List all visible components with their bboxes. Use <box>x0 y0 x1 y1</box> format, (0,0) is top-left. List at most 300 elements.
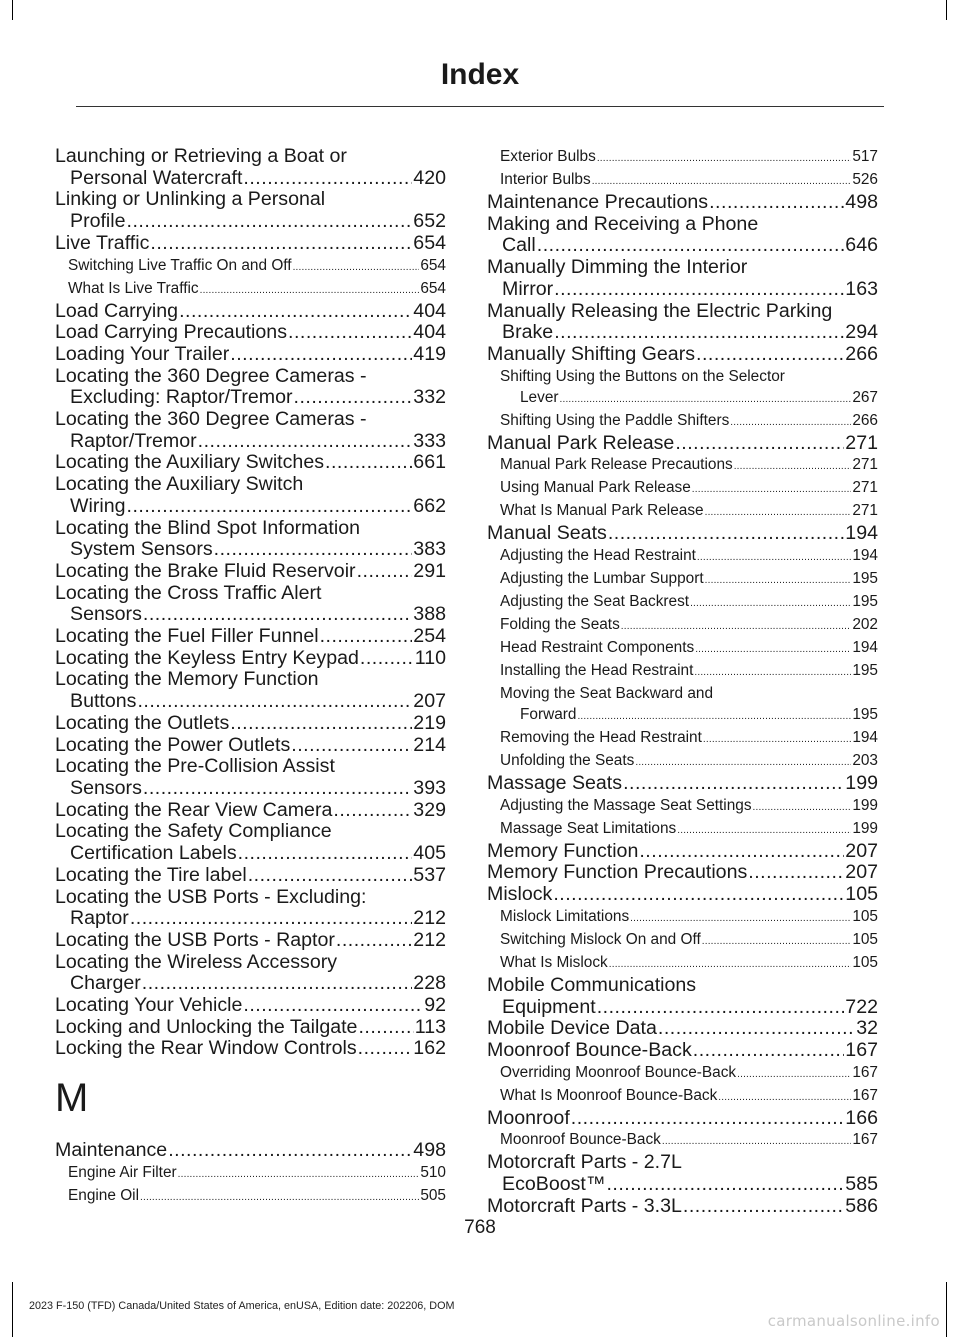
entry-text: Switching Mislock On and Off <box>500 930 701 948</box>
dot-leader <box>127 211 413 233</box>
entry-text: Equipment <box>502 995 596 1018</box>
dot-leader <box>597 997 845 1019</box>
entry-text: Shifting Using the Paddle Shifters <box>500 411 730 429</box>
entry-text: What Is Mislock <box>500 953 608 971</box>
entry-text: Moonroof Bounce-Back <box>500 1131 661 1149</box>
entry-text: Mirror <box>502 277 554 300</box>
index-subentry[interactable] <box>487 906 878 929</box>
page-ref: 195 <box>852 593 878 611</box>
page-ref: 163 <box>845 277 878 300</box>
dot-leader <box>621 616 852 637</box>
entry-text: Memory Function Precautions <box>487 861 748 884</box>
index-entry[interactable] <box>55 561 446 583</box>
entry-text: Motorcraft Parts - 2.7L <box>487 1151 682 1174</box>
dot-leader <box>639 841 844 863</box>
entry-text: Locating the Auxiliary Switch <box>55 473 304 496</box>
dot-leader <box>325 452 412 474</box>
entry-text: Mislock Limitations <box>500 907 630 925</box>
entry-text: Installing the Head Restraint <box>500 662 694 680</box>
index-subentry[interactable] <box>487 929 878 952</box>
page-ref: 388 <box>413 603 446 626</box>
index-entry[interactable] <box>55 301 446 323</box>
crop-mark-bottom-left-v <box>12 1282 13 1337</box>
dot-leader <box>178 1164 420 1185</box>
entry-text: Locating the Outlets <box>55 711 230 734</box>
entry-text: Locating the Auxiliary Switches <box>55 451 325 474</box>
index-entry[interactable] <box>55 344 446 366</box>
page-ref: 294 <box>845 321 878 344</box>
entry-text: Locating the USB Ports - Excluding: <box>55 885 367 908</box>
page-ref: 661 <box>413 451 446 474</box>
entry-text: Raptor/Tremor <box>70 429 197 452</box>
dot-leader <box>142 973 413 995</box>
dot-leader <box>127 496 413 518</box>
dot-leader <box>703 729 851 750</box>
entry-text: Adjusting the Head Restraint <box>500 547 696 565</box>
page-number: 768 <box>464 1217 496 1238</box>
entry-text: Making and Receiving a Phone <box>487 212 759 235</box>
entry-text: Sensors <box>70 776 142 799</box>
dot-leader <box>360 648 414 670</box>
dot-leader <box>692 479 852 500</box>
index-subentry[interactable] <box>487 568 878 591</box>
index-entry[interactable] <box>55 821 446 864</box>
index-entry[interactable] <box>55 713 446 735</box>
page-ref: 167 <box>852 1131 878 1149</box>
dot-leader <box>702 931 852 952</box>
page-ref: 654 <box>420 279 446 297</box>
entry-text: System Sensors <box>70 538 213 561</box>
entry-text: Locating the Power Outlets <box>55 733 291 756</box>
entry-text: Mislock <box>487 883 553 906</box>
page-ref: 207 <box>845 861 878 884</box>
entry-text: Removing the Head Restraint <box>500 729 702 747</box>
dot-leader <box>690 593 851 614</box>
dot-leader <box>730 412 851 433</box>
index-entry[interactable] <box>55 648 446 670</box>
index-entry[interactable] <box>487 192 878 214</box>
index-entry[interactable] <box>487 1108 878 1130</box>
entry-text: Locking the Rear Window Controls <box>55 1037 357 1060</box>
index-entry[interactable] <box>55 146 446 189</box>
entry-text: Moving the Seat Backward and <box>500 685 714 703</box>
index-entry[interactable] <box>55 409 446 452</box>
page-ref: 207 <box>845 839 878 862</box>
page-ref: 32 <box>856 1017 878 1040</box>
page-ref: 266 <box>852 411 878 429</box>
entry-text: Locating the Tire label <box>55 863 247 886</box>
dot-leader <box>658 1018 855 1040</box>
dot-leader <box>753 797 852 818</box>
dot-leader <box>606 1174 844 1196</box>
page-ref: 92 <box>424 994 446 1017</box>
entry-text: Memory Function <box>487 839 639 862</box>
watermark: carmanualsonline.info <box>767 1312 940 1330</box>
entry-text: Switching Live Traffic On and Off <box>68 256 292 274</box>
index-entry[interactable] <box>55 669 446 712</box>
page-ref: 526 <box>852 171 878 188</box>
index-entry[interactable] <box>55 452 446 474</box>
page-ref: 498 <box>413 1139 446 1162</box>
index-entry[interactable] <box>487 1152 878 1195</box>
dot-leader <box>705 502 852 523</box>
entry-text: Loading Your Trailer <box>55 342 230 365</box>
index-subentry[interactable] <box>487 591 878 614</box>
index-subentry[interactable] <box>55 1185 446 1208</box>
entry-text: Lever <box>520 388 559 406</box>
index-subentry[interactable] <box>487 1085 878 1108</box>
dot-leader <box>150 233 412 255</box>
dot-leader <box>560 389 852 410</box>
entry-text: Head Restraint Components <box>500 639 695 657</box>
index-entry[interactable] <box>487 523 878 545</box>
page-ref: 498 <box>845 191 878 213</box>
edition-info: 2023 F-150 (TFD) Canada/United States of America, enUSA, Edition date: 202206, DOM <box>29 1300 455 1312</box>
dot-leader <box>635 752 851 773</box>
page-ref: 654 <box>420 256 446 274</box>
entry-text: Overriding Moonroof Bounce-Back <box>500 1063 737 1081</box>
page-ref: 652 <box>413 210 446 233</box>
page-ref: 113 <box>414 1015 446 1038</box>
dot-leader <box>137 691 412 713</box>
page-ref: 214 <box>413 733 446 756</box>
entry-text: Manually Dimming the Interior <box>487 256 748 279</box>
dot-leader <box>571 1108 845 1130</box>
index-entry[interactable] <box>487 1018 878 1040</box>
index-subentry[interactable] <box>487 952 878 975</box>
page-ref: 420 <box>413 166 446 189</box>
dot-leader <box>737 1064 851 1085</box>
index-entry[interactable] <box>487 975 878 1018</box>
entry-text: Manual Park Release Precautions <box>500 456 733 474</box>
index-subentry[interactable] <box>487 500 878 523</box>
dot-leader <box>357 561 413 583</box>
page-ref: 199 <box>852 796 878 814</box>
entry-text: Mobile Device Data <box>487 1017 657 1040</box>
dot-leader <box>230 713 412 735</box>
crop-mark-top-left-v <box>12 0 13 20</box>
entry-text: Buttons <box>70 690 137 713</box>
index-subentry[interactable] <box>487 614 878 637</box>
dot-leader <box>288 322 412 344</box>
page-ref: 162 <box>413 1037 446 1060</box>
dot-leader <box>697 547 851 568</box>
entry-text: Locating the Rear View Camera <box>55 798 333 821</box>
entry-text: Moonroof <box>487 1106 570 1129</box>
page-ref: 405 <box>413 842 446 865</box>
entry-text: What Is Live Traffic <box>68 279 199 297</box>
page-ref: 383 <box>413 538 446 561</box>
dot-leader <box>630 908 851 929</box>
entry-text: Locating the Fuel Filler Funnel <box>55 625 319 648</box>
page-ref: 199 <box>845 772 878 795</box>
page-ref: 332 <box>413 386 446 409</box>
index-subentry[interactable] <box>487 750 878 773</box>
index-subentry[interactable] <box>55 1162 446 1185</box>
entry-text: Load Carrying <box>55 299 179 322</box>
index-entry[interactable] <box>55 930 446 952</box>
dot-leader <box>243 995 423 1017</box>
section-letter: M <box>55 1076 89 1121</box>
index-entry[interactable] <box>55 887 446 930</box>
entry-text: Maintenance Precautions <box>487 191 709 213</box>
index-subentry[interactable] <box>55 278 446 301</box>
index-entry[interactable] <box>55 952 446 995</box>
page-ref: 105 <box>852 907 878 925</box>
dot-leader <box>248 865 413 887</box>
index-subentry[interactable] <box>487 146 878 169</box>
entry-text: Shifting Using the Buttons on the Selector <box>500 367 785 385</box>
entry-text: Locating the Wireless Accessory <box>55 950 338 973</box>
dot-leader <box>709 192 844 214</box>
index-entry[interactable] <box>55 474 446 517</box>
index-entry[interactable] <box>487 301 878 344</box>
page-ref: 199 <box>852 819 878 837</box>
page-ref: 195 <box>852 570 878 588</box>
entry-text: Engine Air Filter <box>68 1163 177 1181</box>
dot-leader <box>609 954 852 975</box>
dot-leader <box>705 570 852 591</box>
index-entry[interactable] <box>487 1040 878 1062</box>
entry-text: Load Carrying Precautions <box>55 321 287 344</box>
page-ref: 105 <box>852 930 878 948</box>
dot-leader <box>140 1187 419 1208</box>
page-ref: 110 <box>414 646 446 669</box>
index-entry[interactable] <box>55 995 446 1017</box>
index-subentry[interactable] <box>487 477 878 500</box>
dot-leader <box>577 706 851 727</box>
page-ref: 654 <box>413 231 446 254</box>
dot-leader <box>130 908 412 930</box>
entry-text: What Is Manual Park Release <box>500 502 704 520</box>
entry-text: EcoBoost™ <box>502 1173 606 1196</box>
page-ref: 329 <box>413 798 446 821</box>
index-entry[interactable] <box>55 1038 446 1060</box>
entry-text: Adjusting the Massage Seat Settings <box>500 796 752 814</box>
dot-leader <box>677 820 851 841</box>
entry-text: What Is Moonroof Bounce-Back <box>500 1086 718 1104</box>
dot-leader <box>243 168 412 190</box>
entry-text: Mobile Communications <box>487 973 697 996</box>
entry-text: Massage Seats <box>487 772 623 795</box>
page-ref: 194 <box>852 547 878 565</box>
dot-leader <box>358 1017 413 1039</box>
page-ref: 271 <box>852 502 878 520</box>
entry-text: Locating the Blind Spot Information <box>55 516 360 539</box>
crop-mark-bottom-right-v <box>946 1282 947 1337</box>
dot-leader <box>608 523 844 545</box>
entry-text: Using Manual Park Release <box>500 479 691 497</box>
index-subentry[interactable] <box>487 795 878 818</box>
dot-leader <box>238 843 413 865</box>
entry-text: Locating the 360 Degree Cameras - <box>55 364 367 387</box>
dot-leader <box>623 773 844 795</box>
dot-leader <box>293 257 420 278</box>
index-entry[interactable] <box>487 841 878 863</box>
index-entry[interactable] <box>487 884 878 906</box>
entry-text: Locating the Memory Function <box>55 668 319 691</box>
page-ref: 207 <box>413 690 446 713</box>
dot-leader <box>734 456 852 477</box>
entry-text: Charger <box>70 972 141 995</box>
index-subentry[interactable] <box>487 727 878 750</box>
index-entry[interactable] <box>487 344 878 366</box>
index-subentry[interactable] <box>487 169 878 192</box>
page-ref: 267 <box>852 388 878 406</box>
dot-leader <box>683 1196 844 1218</box>
index-entry[interactable] <box>55 626 446 648</box>
page-ref: 195 <box>852 662 878 680</box>
index-subentry[interactable] <box>487 545 878 568</box>
dot-leader <box>693 1040 845 1062</box>
dot-leader <box>696 344 844 366</box>
page-ref: 212 <box>413 928 446 951</box>
index-subentry[interactable] <box>487 818 878 841</box>
dot-leader <box>718 1087 851 1108</box>
index-subentry[interactable] <box>487 1062 878 1085</box>
index-column-left <box>55 146 446 1208</box>
crop-mark-top-right-v <box>946 0 947 20</box>
entry-text: Engine Oil <box>68 1186 140 1204</box>
page-ref: 194 <box>852 729 878 747</box>
entry-text: Excluding: Raptor/Tremor <box>70 386 293 409</box>
header-divider <box>76 106 884 107</box>
entry-text: Massage Seat Limitations <box>500 819 677 837</box>
dot-leader <box>333 800 412 822</box>
entry-text: Locking and Unlocking the Tailgate <box>55 1015 358 1038</box>
dot-leader <box>553 884 844 906</box>
index-entry[interactable] <box>55 756 446 799</box>
index-subentry[interactable] <box>487 660 878 683</box>
entry-text: Adjusting the Lumbar Support <box>500 570 704 588</box>
index-entry[interactable] <box>487 862 878 884</box>
index-entry[interactable] <box>55 1140 446 1162</box>
index-entry[interactable] <box>487 257 878 300</box>
entry-text: Personal Watercraft <box>70 166 243 189</box>
index-entry[interactable] <box>55 233 446 255</box>
index-entry[interactable] <box>487 1196 878 1218</box>
entry-text: Forward <box>520 706 577 724</box>
index-subentry[interactable] <box>487 454 878 477</box>
page-ref: 537 <box>413 863 446 886</box>
page-ref: 404 <box>413 321 446 344</box>
index-entry[interactable] <box>55 800 446 822</box>
page-ref: 662 <box>413 494 446 517</box>
dot-leader <box>554 279 844 301</box>
entry-text: Manual Park Release <box>487 431 675 454</box>
page-ref: 203 <box>852 752 878 770</box>
page-ref: 194 <box>845 522 878 545</box>
entry-text: Locating the Brake Fluid Reservoir <box>55 559 356 582</box>
entry-text: Sensors <box>70 603 142 626</box>
index-entry[interactable] <box>55 1017 446 1039</box>
page-ref: 271 <box>852 456 878 474</box>
dot-leader <box>694 662 851 683</box>
page-title: Index <box>440 58 520 91</box>
dot-leader <box>554 322 844 344</box>
entry-text: Locating the Cross Traffic Alert <box>55 581 322 604</box>
page-ref: 585 <box>845 1173 878 1196</box>
page-ref: 333 <box>413 429 446 452</box>
page-ref: 722 <box>845 995 878 1018</box>
entry-text: Linking or Unlinking a Personal <box>55 188 326 211</box>
dot-leader <box>662 1131 851 1152</box>
dot-leader <box>200 280 420 301</box>
index-subentry[interactable] <box>487 637 878 660</box>
page-ref: 646 <box>845 234 878 257</box>
entry-text: Manual Seats <box>487 522 607 545</box>
dot-leader <box>168 1140 412 1162</box>
index-subentry[interactable] <box>487 410 878 433</box>
dot-leader <box>748 862 844 884</box>
index-entry[interactable] <box>55 322 446 344</box>
page-ref: 271 <box>845 431 878 454</box>
dot-leader <box>358 1038 413 1060</box>
entry-text: Locating the USB Ports - Raptor <box>55 928 335 951</box>
entry-text: Manually Releasing the Electric Parking <box>487 299 833 322</box>
entry-text: Interior Bulbs <box>500 171 591 188</box>
index-subentry[interactable] <box>55 255 446 278</box>
entry-text: Locating Your Vehicle <box>55 994 243 1017</box>
index-entry[interactable] <box>55 735 446 757</box>
index-entry[interactable] <box>487 214 878 257</box>
entry-text: Launching or Retrieving a Boat or <box>55 145 347 167</box>
index-entry[interactable] <box>55 189 446 232</box>
page-ref: 167 <box>852 1063 878 1081</box>
entry-text: Motorcraft Parts - 3.3L <box>487 1194 682 1217</box>
dot-leader <box>179 301 412 323</box>
index-entry[interactable] <box>55 865 446 887</box>
index-entry[interactable] <box>55 583 446 626</box>
entry-text: Certification Labels <box>70 842 237 865</box>
entry-text: Exterior Bulbs <box>500 148 596 165</box>
index-subentry[interactable] <box>487 1129 878 1152</box>
page-ref: 105 <box>852 953 878 971</box>
dot-leader <box>320 626 413 648</box>
page-ref: 404 <box>413 299 446 322</box>
page-ref: 219 <box>413 711 446 734</box>
index-entry[interactable] <box>55 518 446 561</box>
index-entry[interactable] <box>487 433 878 455</box>
entry-text: Locating the 360 Degree Cameras - <box>55 408 367 431</box>
index-subentry[interactable] <box>487 366 878 410</box>
index-column-right <box>487 146 878 1217</box>
dot-leader <box>695 639 851 660</box>
page-ref: 167 <box>845 1038 878 1061</box>
index-subentry[interactable] <box>487 683 878 727</box>
page-ref: 166 <box>845 1106 878 1129</box>
dot-leader <box>336 930 412 952</box>
page-ref: 195 <box>852 706 878 724</box>
entry-text: Adjusting the Seat Backrest <box>500 593 690 611</box>
entry-text: Folding the Seats <box>500 616 620 634</box>
dot-leader <box>143 604 412 626</box>
page-ref: 271 <box>852 479 878 497</box>
entry-text: Maintenance <box>55 1139 168 1162</box>
entry-text: Moonroof Bounce-Back <box>487 1038 692 1061</box>
page-ref: 202 <box>852 616 878 634</box>
entry-text: Wiring <box>70 494 126 517</box>
index-entry[interactable] <box>55 366 446 409</box>
index-entry[interactable] <box>487 773 878 795</box>
dot-leader <box>675 433 844 455</box>
page-ref: 505 <box>420 1186 446 1204</box>
dot-leader <box>143 778 412 800</box>
page-ref: 517 <box>852 148 878 165</box>
page-ref: 393 <box>413 776 446 799</box>
page-ref: 167 <box>852 1086 878 1104</box>
dot-leader <box>592 171 852 192</box>
